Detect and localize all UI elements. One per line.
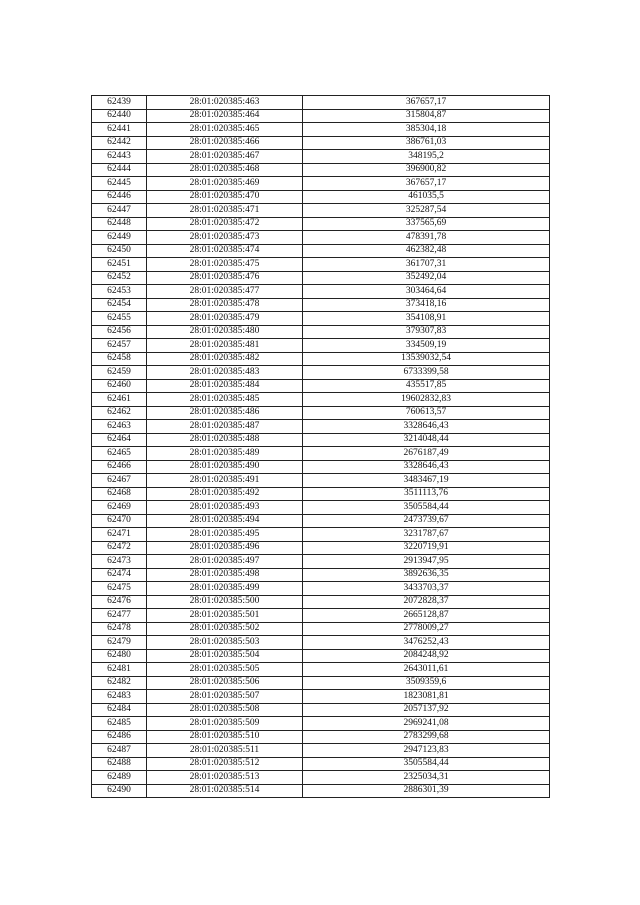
cadastral-number-cell: 28:01:020385:463 <box>147 96 303 110</box>
value-cell: 2072828,37 <box>303 595 550 609</box>
cadastral-number-cell: 28:01:020385:502 <box>147 622 303 636</box>
cadastral-number-cell: 28:01:020385:492 <box>147 487 303 501</box>
table-row <box>92 204 550 218</box>
table-row <box>92 649 550 663</box>
row-number-cell: 62474 <box>92 568 147 582</box>
row-number-cell: 62442 <box>92 136 147 150</box>
value-cell: 3892636,35 <box>303 568 550 582</box>
cadastral-number-cell: 28:01:020385:468 <box>147 163 303 177</box>
value-cell: 1823081,81 <box>303 690 550 704</box>
cadastral-number-cell: 28:01:020385:501 <box>147 609 303 623</box>
table-row <box>92 501 550 515</box>
table-row <box>92 541 550 555</box>
value-cell: 2643011,61 <box>303 663 550 677</box>
table-row <box>92 690 550 704</box>
table-row <box>92 379 550 393</box>
value-cell: 3483467,19 <box>303 474 550 488</box>
table-row <box>92 298 550 312</box>
value-cell: 3509359,6 <box>303 676 550 690</box>
table-row <box>92 703 550 717</box>
value-cell: 2778009,27 <box>303 622 550 636</box>
row-number-cell: 62486 <box>92 730 147 744</box>
cadastral-number-cell: 28:01:020385:485 <box>147 393 303 407</box>
cadastral-number-cell: 28:01:020385:484 <box>147 379 303 393</box>
cadastral-number-cell: 28:01:020385:470 <box>147 190 303 204</box>
row-number-cell: 62439 <box>92 96 147 110</box>
table-row <box>92 784 550 798</box>
table-row <box>92 109 550 123</box>
cadastral-number-cell: 28:01:020385:491 <box>147 474 303 488</box>
cadastral-number-cell: 28:01:020385:478 <box>147 298 303 312</box>
value-cell: 315804,87 <box>303 109 550 123</box>
value-cell: 3214048,44 <box>303 433 550 447</box>
cadastral-number-cell: 28:01:020385:477 <box>147 285 303 299</box>
value-cell: 13539032,54 <box>303 352 550 366</box>
value-cell: 3328646,43 <box>303 420 550 434</box>
cadastral-number-cell: 28:01:020385:480 <box>147 325 303 339</box>
table-row <box>92 285 550 299</box>
row-number-cell: 62475 <box>92 582 147 596</box>
row-number-cell: 62472 <box>92 541 147 555</box>
table-row <box>92 514 550 528</box>
value-cell: 348195,2 <box>303 150 550 164</box>
value-cell: 3433703,37 <box>303 582 550 596</box>
table-row <box>92 487 550 501</box>
cadastral-number-cell: 28:01:020385:469 <box>147 177 303 191</box>
value-cell: 325287,54 <box>303 204 550 218</box>
cadastral-number-cell: 28:01:020385:483 <box>147 366 303 380</box>
value-cell: 478391,78 <box>303 231 550 245</box>
value-cell: 2783299,68 <box>303 730 550 744</box>
table-row <box>92 622 550 636</box>
cadastral-number-cell: 28:01:020385:465 <box>147 123 303 137</box>
row-number-cell: 62484 <box>92 703 147 717</box>
table-row <box>92 244 550 258</box>
table-row <box>92 366 550 380</box>
row-number-cell: 62448 <box>92 217 147 231</box>
value-cell: 2969241,08 <box>303 717 550 731</box>
row-number-cell: 62466 <box>92 460 147 474</box>
cadastral-number-cell: 28:01:020385:511 <box>147 744 303 758</box>
row-number-cell: 62468 <box>92 487 147 501</box>
row-number-cell: 62470 <box>92 514 147 528</box>
table-row <box>92 136 550 150</box>
value-cell: 2325034,31 <box>303 771 550 785</box>
value-cell: 3231787,67 <box>303 528 550 542</box>
table-row <box>92 325 550 339</box>
value-cell: 462382,48 <box>303 244 550 258</box>
value-cell: 2084248,92 <box>303 649 550 663</box>
table-row <box>92 271 550 285</box>
row-number-cell: 62458 <box>92 352 147 366</box>
value-cell: 334509,19 <box>303 339 550 353</box>
value-cell: 386761,03 <box>303 136 550 150</box>
table-row <box>92 177 550 191</box>
cadastral-number-cell: 28:01:020385:490 <box>147 460 303 474</box>
value-cell: 2947123,83 <box>303 744 550 758</box>
table-row <box>92 393 550 407</box>
row-number-cell: 62441 <box>92 123 147 137</box>
row-number-cell: 62456 <box>92 325 147 339</box>
value-cell: 396900,82 <box>303 163 550 177</box>
row-number-cell: 62467 <box>92 474 147 488</box>
cadastral-number-cell: 28:01:020385:466 <box>147 136 303 150</box>
row-number-cell: 62487 <box>92 744 147 758</box>
row-number-cell: 62455 <box>92 312 147 326</box>
value-cell: 3476252,43 <box>303 636 550 650</box>
table-row <box>92 433 550 447</box>
table-row <box>92 636 550 650</box>
table-row <box>92 217 550 231</box>
cadastral-number-cell: 28:01:020385:486 <box>147 406 303 420</box>
row-number-cell: 62447 <box>92 204 147 218</box>
cadastral-number-cell: 28:01:020385:476 <box>147 271 303 285</box>
cadastral-number-cell: 28:01:020385:467 <box>147 150 303 164</box>
row-number-cell: 62471 <box>92 528 147 542</box>
table-row <box>92 420 550 434</box>
table-row <box>92 231 550 245</box>
cadastral-number-cell: 28:01:020385:472 <box>147 217 303 231</box>
cadastral-number-cell: 28:01:020385:514 <box>147 784 303 798</box>
row-number-cell: 62488 <box>92 757 147 771</box>
row-number-cell: 62461 <box>92 393 147 407</box>
row-number-cell: 62483 <box>92 690 147 704</box>
cadastral-number-cell: 28:01:020385:495 <box>147 528 303 542</box>
table-row <box>92 123 550 137</box>
row-number-cell: 62460 <box>92 379 147 393</box>
value-cell: 367657,17 <box>303 177 550 191</box>
table-row <box>92 352 550 366</box>
table-row <box>92 676 550 690</box>
cadastral-number-cell: 28:01:020385:488 <box>147 433 303 447</box>
row-number-cell: 62462 <box>92 406 147 420</box>
table-row <box>92 96 550 110</box>
value-cell: 2665128,87 <box>303 609 550 623</box>
table-row <box>92 555 550 569</box>
table-row <box>92 744 550 758</box>
cadastral-number-cell: 28:01:020385:507 <box>147 690 303 704</box>
cadastral-number-cell: 28:01:020385:510 <box>147 730 303 744</box>
value-cell: 2057137,92 <box>303 703 550 717</box>
row-number-cell: 62482 <box>92 676 147 690</box>
cadastral-number-cell: 28:01:020385:508 <box>147 703 303 717</box>
row-number-cell: 62444 <box>92 163 147 177</box>
cadastral-number-cell: 28:01:020385:489 <box>147 447 303 461</box>
row-number-cell: 62480 <box>92 649 147 663</box>
cadastral-number-cell: 28:01:020385:482 <box>147 352 303 366</box>
table-row <box>92 730 550 744</box>
row-number-cell: 62479 <box>92 636 147 650</box>
row-number-cell: 62476 <box>92 595 147 609</box>
row-number-cell: 62443 <box>92 150 147 164</box>
cadastral-number-cell: 28:01:020385:500 <box>147 595 303 609</box>
cadastral-number-cell: 28:01:020385:471 <box>147 204 303 218</box>
value-cell: 354108,91 <box>303 312 550 326</box>
cadastral-number-cell: 28:01:020385:513 <box>147 771 303 785</box>
value-cell: 2473739,67 <box>303 514 550 528</box>
cadastral-number-cell: 28:01:020385:505 <box>147 663 303 677</box>
value-cell: 6733399,58 <box>303 366 550 380</box>
value-cell: 379307,83 <box>303 325 550 339</box>
cadastral-number-cell: 28:01:020385:504 <box>147 649 303 663</box>
value-cell: 19602832,83 <box>303 393 550 407</box>
cadastral-number-cell: 28:01:020385:481 <box>147 339 303 353</box>
row-number-cell: 62463 <box>92 420 147 434</box>
table-row <box>92 406 550 420</box>
row-number-cell: 62465 <box>92 447 147 461</box>
table-row <box>92 717 550 731</box>
table-row <box>92 757 550 771</box>
row-number-cell: 62453 <box>92 285 147 299</box>
value-cell: 3328646,43 <box>303 460 550 474</box>
row-number-cell: 62481 <box>92 663 147 677</box>
row-number-cell: 62464 <box>92 433 147 447</box>
cadastral-number-cell: 28:01:020385:473 <box>147 231 303 245</box>
value-cell: 337565,69 <box>303 217 550 231</box>
value-cell: 373418,16 <box>303 298 550 312</box>
cadastral-number-cell: 28:01:020385:474 <box>147 244 303 258</box>
value-cell: 3505584,44 <box>303 501 550 515</box>
value-cell: 367657,17 <box>303 96 550 110</box>
cadastral-number-cell: 28:01:020385:479 <box>147 312 303 326</box>
cadastral-number-cell: 28:01:020385:506 <box>147 676 303 690</box>
value-cell: 2913947,95 <box>303 555 550 569</box>
value-cell: 3220719,91 <box>303 541 550 555</box>
row-number-cell: 62477 <box>92 609 147 623</box>
table-row <box>92 190 550 204</box>
cadastral-number-cell: 28:01:020385:499 <box>147 582 303 596</box>
row-number-cell: 62478 <box>92 622 147 636</box>
row-number-cell: 62445 <box>92 177 147 191</box>
cadastral-number-cell: 28:01:020385:464 <box>147 109 303 123</box>
value-cell: 361707,31 <box>303 258 550 272</box>
table-row <box>92 595 550 609</box>
row-number-cell: 62457 <box>92 339 147 353</box>
cadastral-number-cell: 28:01:020385:496 <box>147 541 303 555</box>
value-cell: 303464,64 <box>303 285 550 299</box>
row-number-cell: 62446 <box>92 190 147 204</box>
value-cell: 3505584,44 <box>303 757 550 771</box>
table-row <box>92 460 550 474</box>
row-number-cell: 62451 <box>92 258 147 272</box>
table-row <box>92 609 550 623</box>
cadastral-number-cell: 28:01:020385:493 <box>147 501 303 515</box>
row-number-cell: 62485 <box>92 717 147 731</box>
cadastral-number-cell: 28:01:020385:509 <box>147 717 303 731</box>
row-number-cell: 62452 <box>92 271 147 285</box>
table-row <box>92 312 550 326</box>
value-cell: 2676187,49 <box>303 447 550 461</box>
value-cell: 352492,04 <box>303 271 550 285</box>
cadastral-value-table <box>91 95 550 798</box>
table-row <box>92 663 550 677</box>
value-cell: 760613,57 <box>303 406 550 420</box>
cadastral-number-cell: 28:01:020385:475 <box>147 258 303 272</box>
cadastral-number-cell: 28:01:020385:497 <box>147 555 303 569</box>
table-row <box>92 528 550 542</box>
table-row <box>92 771 550 785</box>
value-cell: 2886301,39 <box>303 784 550 798</box>
table-row <box>92 568 550 582</box>
row-number-cell: 62440 <box>92 109 147 123</box>
table-row <box>92 474 550 488</box>
row-number-cell: 62490 <box>92 784 147 798</box>
row-number-cell: 62489 <box>92 771 147 785</box>
row-number-cell: 62449 <box>92 231 147 245</box>
table-body <box>92 96 550 798</box>
table-row <box>92 258 550 272</box>
cadastral-number-cell: 28:01:020385:503 <box>147 636 303 650</box>
value-cell: 3511113,76 <box>303 487 550 501</box>
cadastral-number-cell: 28:01:020385:494 <box>147 514 303 528</box>
table-row <box>92 582 550 596</box>
row-number-cell: 62454 <box>92 298 147 312</box>
row-number-cell: 62450 <box>92 244 147 258</box>
row-number-cell: 62459 <box>92 366 147 380</box>
value-cell: 461035,5 <box>303 190 550 204</box>
value-cell: 385304,18 <box>303 123 550 137</box>
row-number-cell: 62469 <box>92 501 147 515</box>
row-number-cell: 62473 <box>92 555 147 569</box>
cadastral-number-cell: 28:01:020385:512 <box>147 757 303 771</box>
cadastral-number-cell: 28:01:020385:487 <box>147 420 303 434</box>
table-row <box>92 150 550 164</box>
value-cell: 435517,85 <box>303 379 550 393</box>
table-row <box>92 447 550 461</box>
cadastral-number-cell: 28:01:020385:498 <box>147 568 303 582</box>
table-row <box>92 163 550 177</box>
table-row <box>92 339 550 353</box>
